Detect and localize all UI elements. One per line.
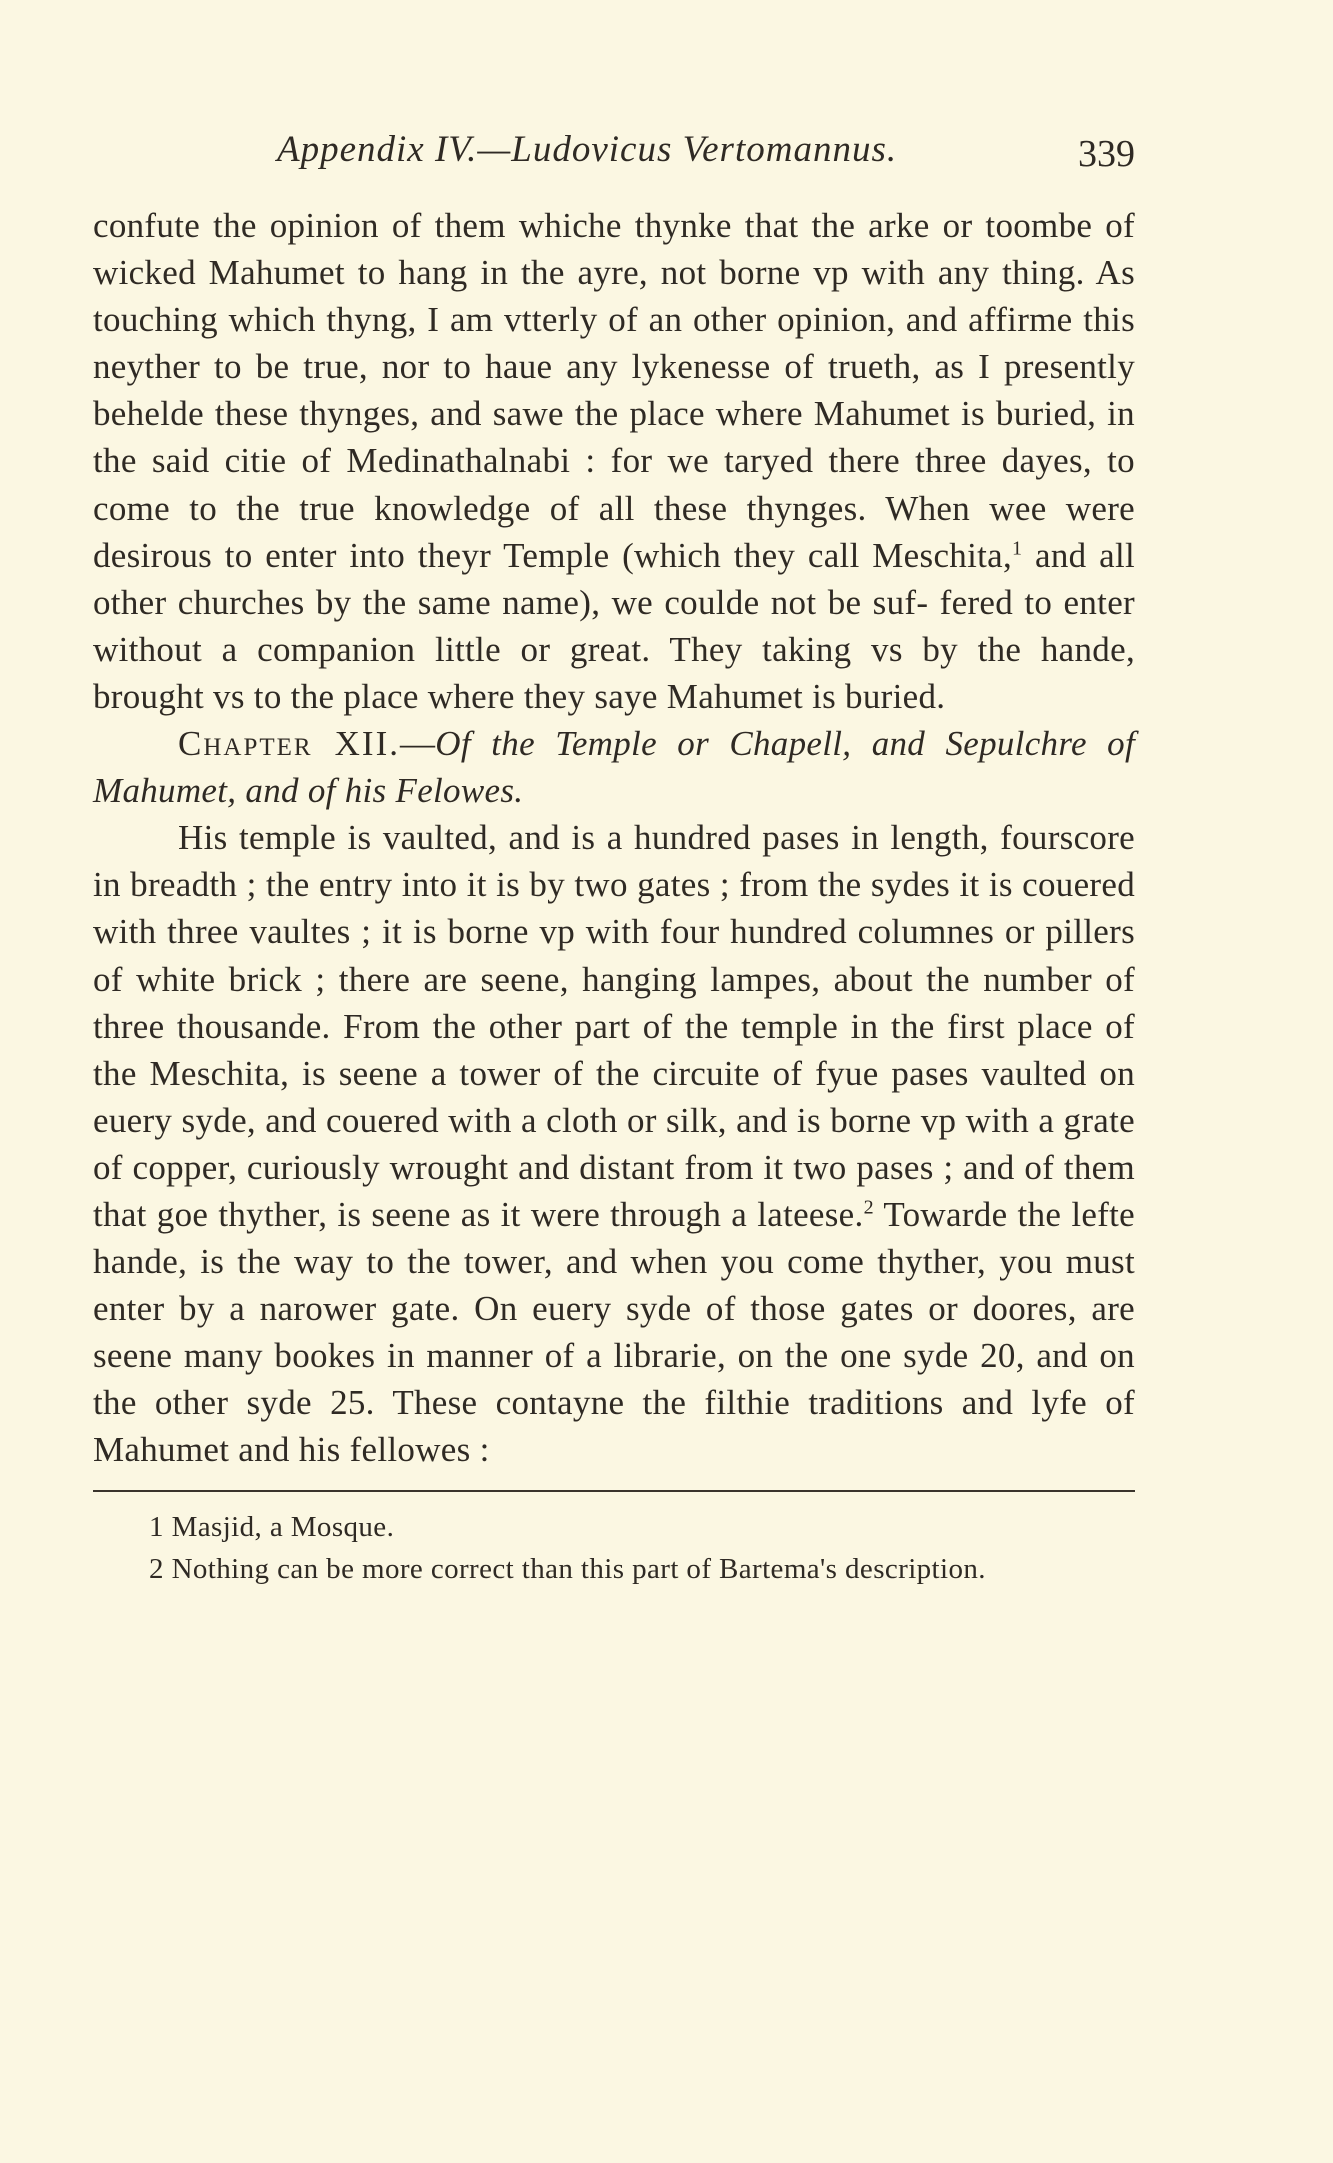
text-line: confute the opinion of them whiche thynke that the arke [93, 206, 930, 245]
page-number: 339 [1078, 133, 1135, 175]
text-line: taking vs by the hande, brought vs to the place where [93, 629, 1135, 716]
running-title: Appendix IV.—Ludovicus Vertomannus. [277, 129, 898, 170]
text-line: into theyr Temple (which they call Meschita, [349, 535, 1013, 575]
text-line: taryed there three dayes, to come to the true knowledge [93, 441, 1135, 528]
footnotes [93, 1506, 1135, 1590]
text-line: other churches by the same name), we coulde not be suf- [93, 582, 929, 622]
footnote [93, 1506, 1135, 1548]
chapter-title: Of the Temple or Chapell, and Sepulchre of Mahumet, and of his Felowes. [93, 724, 1135, 811]
text-line: or toombe of wicked Mahumet to hang in the ayre, not [93, 206, 1135, 293]
footnote-marker: 1 [1012, 537, 1023, 559]
paragraph-text: His temple is vaulted, and is a hundred pases in length, fourscore in breadth ; the entry into it is by two gates ; from the sydes it is couered with three vaultes ; it is borne vp with four hundred columnes or pillers of white brick ; there are seene, hanging lampes, about the number of three thousande. From the other part of the temple in the first place of the Meschita, is seene a tower of the circuite of fyue pases vaulted on euery syde, and couered with a cloth or silk, and is borne vp with a grate of copper, curiously wrought and distant from it two pases ; and of them that goe thyther, is seene as it were through a lateese. [93, 818, 1135, 1234]
chapter-dash: — [399, 724, 436, 764]
text-line: fered to enter without a companion little or great. They [93, 582, 1135, 669]
footnote-text: Nothing can be more correct than this part of Bartema's description. [171, 1552, 986, 1585]
running-head [93, 128, 1135, 188]
paragraph [93, 814, 1135, 1473]
text-line: vtterly of an other opinion, and affirme this neyther to be [93, 300, 1135, 387]
footnote-text: Masjid, a Mosque. [171, 1510, 395, 1543]
text-line: borne vp with any thing. As touching which thyng, I am [93, 253, 1135, 340]
main-text [93, 202, 1135, 1474]
text-line: true, nor to haue any lykenesse of trueth, as I presently [303, 347, 1135, 387]
text-line: behelde these thynges, and sawe the place where Mahumet [93, 394, 951, 434]
footnote-marker: 2 [863, 1196, 874, 1219]
paragraph-continued [93, 202, 1135, 720]
text-line: they saye Mahumet is buried. [523, 676, 946, 716]
text-line: is buried, in the said citie of Medinathalnabi : for we [93, 394, 1135, 481]
text-line: of all these thynges. When wee were desirous to enter [93, 488, 1135, 575]
footnote-number: 1 [149, 1510, 164, 1543]
footnote-number: 2 [149, 1552, 164, 1585]
text-line: and all [1022, 535, 1135, 575]
footnote [93, 1548, 1135, 1590]
footnote-rule [93, 1490, 1135, 1492]
chapter-heading [93, 720, 1135, 814]
book-page [93, 128, 1135, 1590]
chapter-label: Chapter XII. [178, 724, 400, 764]
paragraph-text: Towarde the lefte hande, is the way to the tower, and when you come thyther, you must enter by a narower gate. On euery syde of those gates or doores, are seene many bookes in manner of a librarie, on the one syde 20, and on the other syde 25. These contayne the filthie traditions and lyfe of Mahumet and his fellowes : [93, 1194, 1135, 1470]
